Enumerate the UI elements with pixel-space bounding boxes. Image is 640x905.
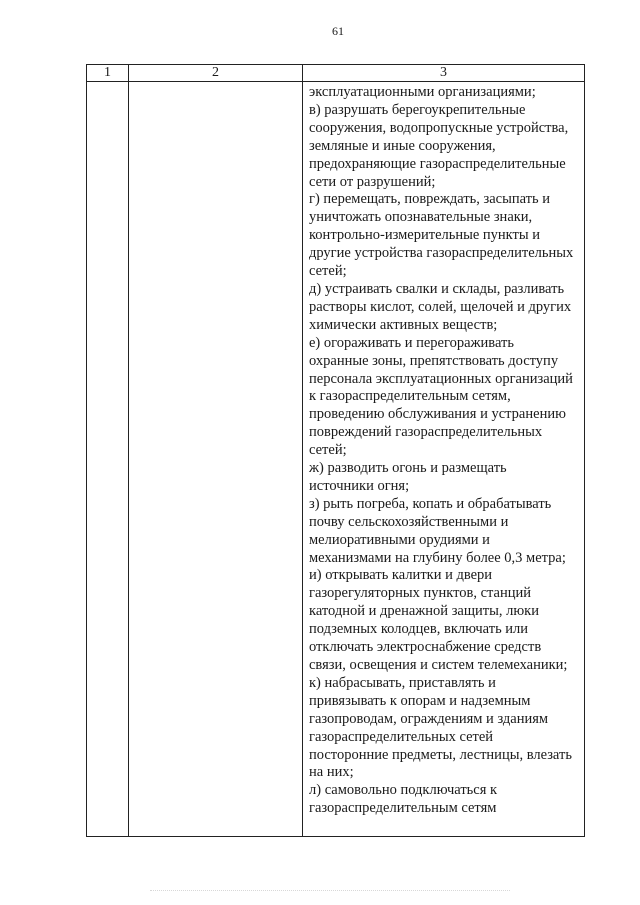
- text-line: предохраняющие газораспределительные: [309, 155, 566, 172]
- page-number: 61: [332, 24, 344, 38]
- text-line: ж) разводить огонь и размещать: [309, 460, 507, 477]
- column-header-3: 3: [303, 65, 585, 82]
- text-line: з) рыть погреба, копать и обрабатывать: [309, 495, 552, 512]
- text-line: повреждений газораспределительных: [309, 424, 543, 441]
- text-line: мелиоративными орудиями и: [309, 531, 490, 548]
- document-table: [86, 64, 585, 837]
- text-line: контрольно-измерительные пункты и: [309, 227, 541, 244]
- text-line: посторонние предметы, лестницы, влезать: [309, 746, 572, 763]
- text-line: привязывать к опорам и надземным: [309, 692, 531, 709]
- text-line: сети от разрушений;: [309, 173, 436, 190]
- text-line: другие устройства газораспределительных: [309, 245, 574, 262]
- text-line: земляные и иные сооружения,: [309, 137, 496, 154]
- text-line: уничтожать опознавательные знаки,: [309, 209, 533, 226]
- column-header-1: 1: [87, 65, 129, 82]
- column-1-cell: [87, 82, 129, 837]
- text-line: сетей;: [309, 263, 347, 280]
- column-2-cell: [129, 82, 303, 837]
- text-line: газораспределительных сетей: [309, 728, 494, 745]
- text-line: персонала эксплуатационных организаций: [309, 370, 573, 387]
- restrictions-text: [303, 82, 584, 836]
- text-line: источники огня;: [309, 477, 410, 494]
- text-line: газораспределительным сетям: [309, 800, 497, 817]
- table-row: [87, 82, 585, 837]
- text-line: отключать электроснабжение средств: [309, 639, 542, 656]
- text-line: и) открывать калитки и двери: [309, 567, 493, 584]
- text-line: растворы кислот, солей, щелочей и других: [309, 298, 572, 315]
- text-line: почву сельскохозяйственными и: [309, 513, 509, 530]
- text-line: л) самовольно подключаться к: [309, 782, 498, 799]
- text-line: газорегуляторных пунктов, станций: [309, 585, 531, 602]
- text-line: катодной и дренажной защиты, люки: [309, 603, 539, 620]
- text-line: химически активных веществ;: [309, 316, 498, 333]
- text-line: е) огораживать и перегораживать: [309, 334, 514, 351]
- text-line: в) разрушать берегоукрепительные: [309, 101, 526, 118]
- text-line: эксплуатационными организациями;: [309, 84, 536, 100]
- text-line: охранные зоны, препятствовать доступу: [309, 352, 559, 369]
- column-3-cell: [303, 82, 585, 837]
- text-line: к газораспределительным сетям,: [309, 388, 511, 405]
- text-line: сооружения, водопропускные устройства,: [309, 119, 569, 136]
- text-line: к) набрасывать, приставлять и: [309, 674, 496, 691]
- text-line: подземных колодцев, включать или: [309, 621, 529, 638]
- text-line: проведению обслуживания и устранению: [309, 406, 566, 423]
- text-line: механизмами на глубину более 0,3 метра;: [309, 549, 566, 566]
- text-line: сетей;: [309, 442, 347, 459]
- footer-scan-marks: [150, 890, 510, 897]
- column-header-2: 2: [129, 65, 303, 82]
- text-line: газопроводам, ограждениям и зданиям: [309, 710, 549, 727]
- text-line: на них;: [309, 764, 354, 781]
- text-line: связи, освещения и систем телемеханики;: [309, 657, 568, 673]
- table-header-row: [87, 65, 585, 82]
- text-line: г) перемещать, повреждать, засыпать и: [309, 191, 551, 208]
- text-line: д) устраивать свалки и склады, разливать: [309, 280, 565, 297]
